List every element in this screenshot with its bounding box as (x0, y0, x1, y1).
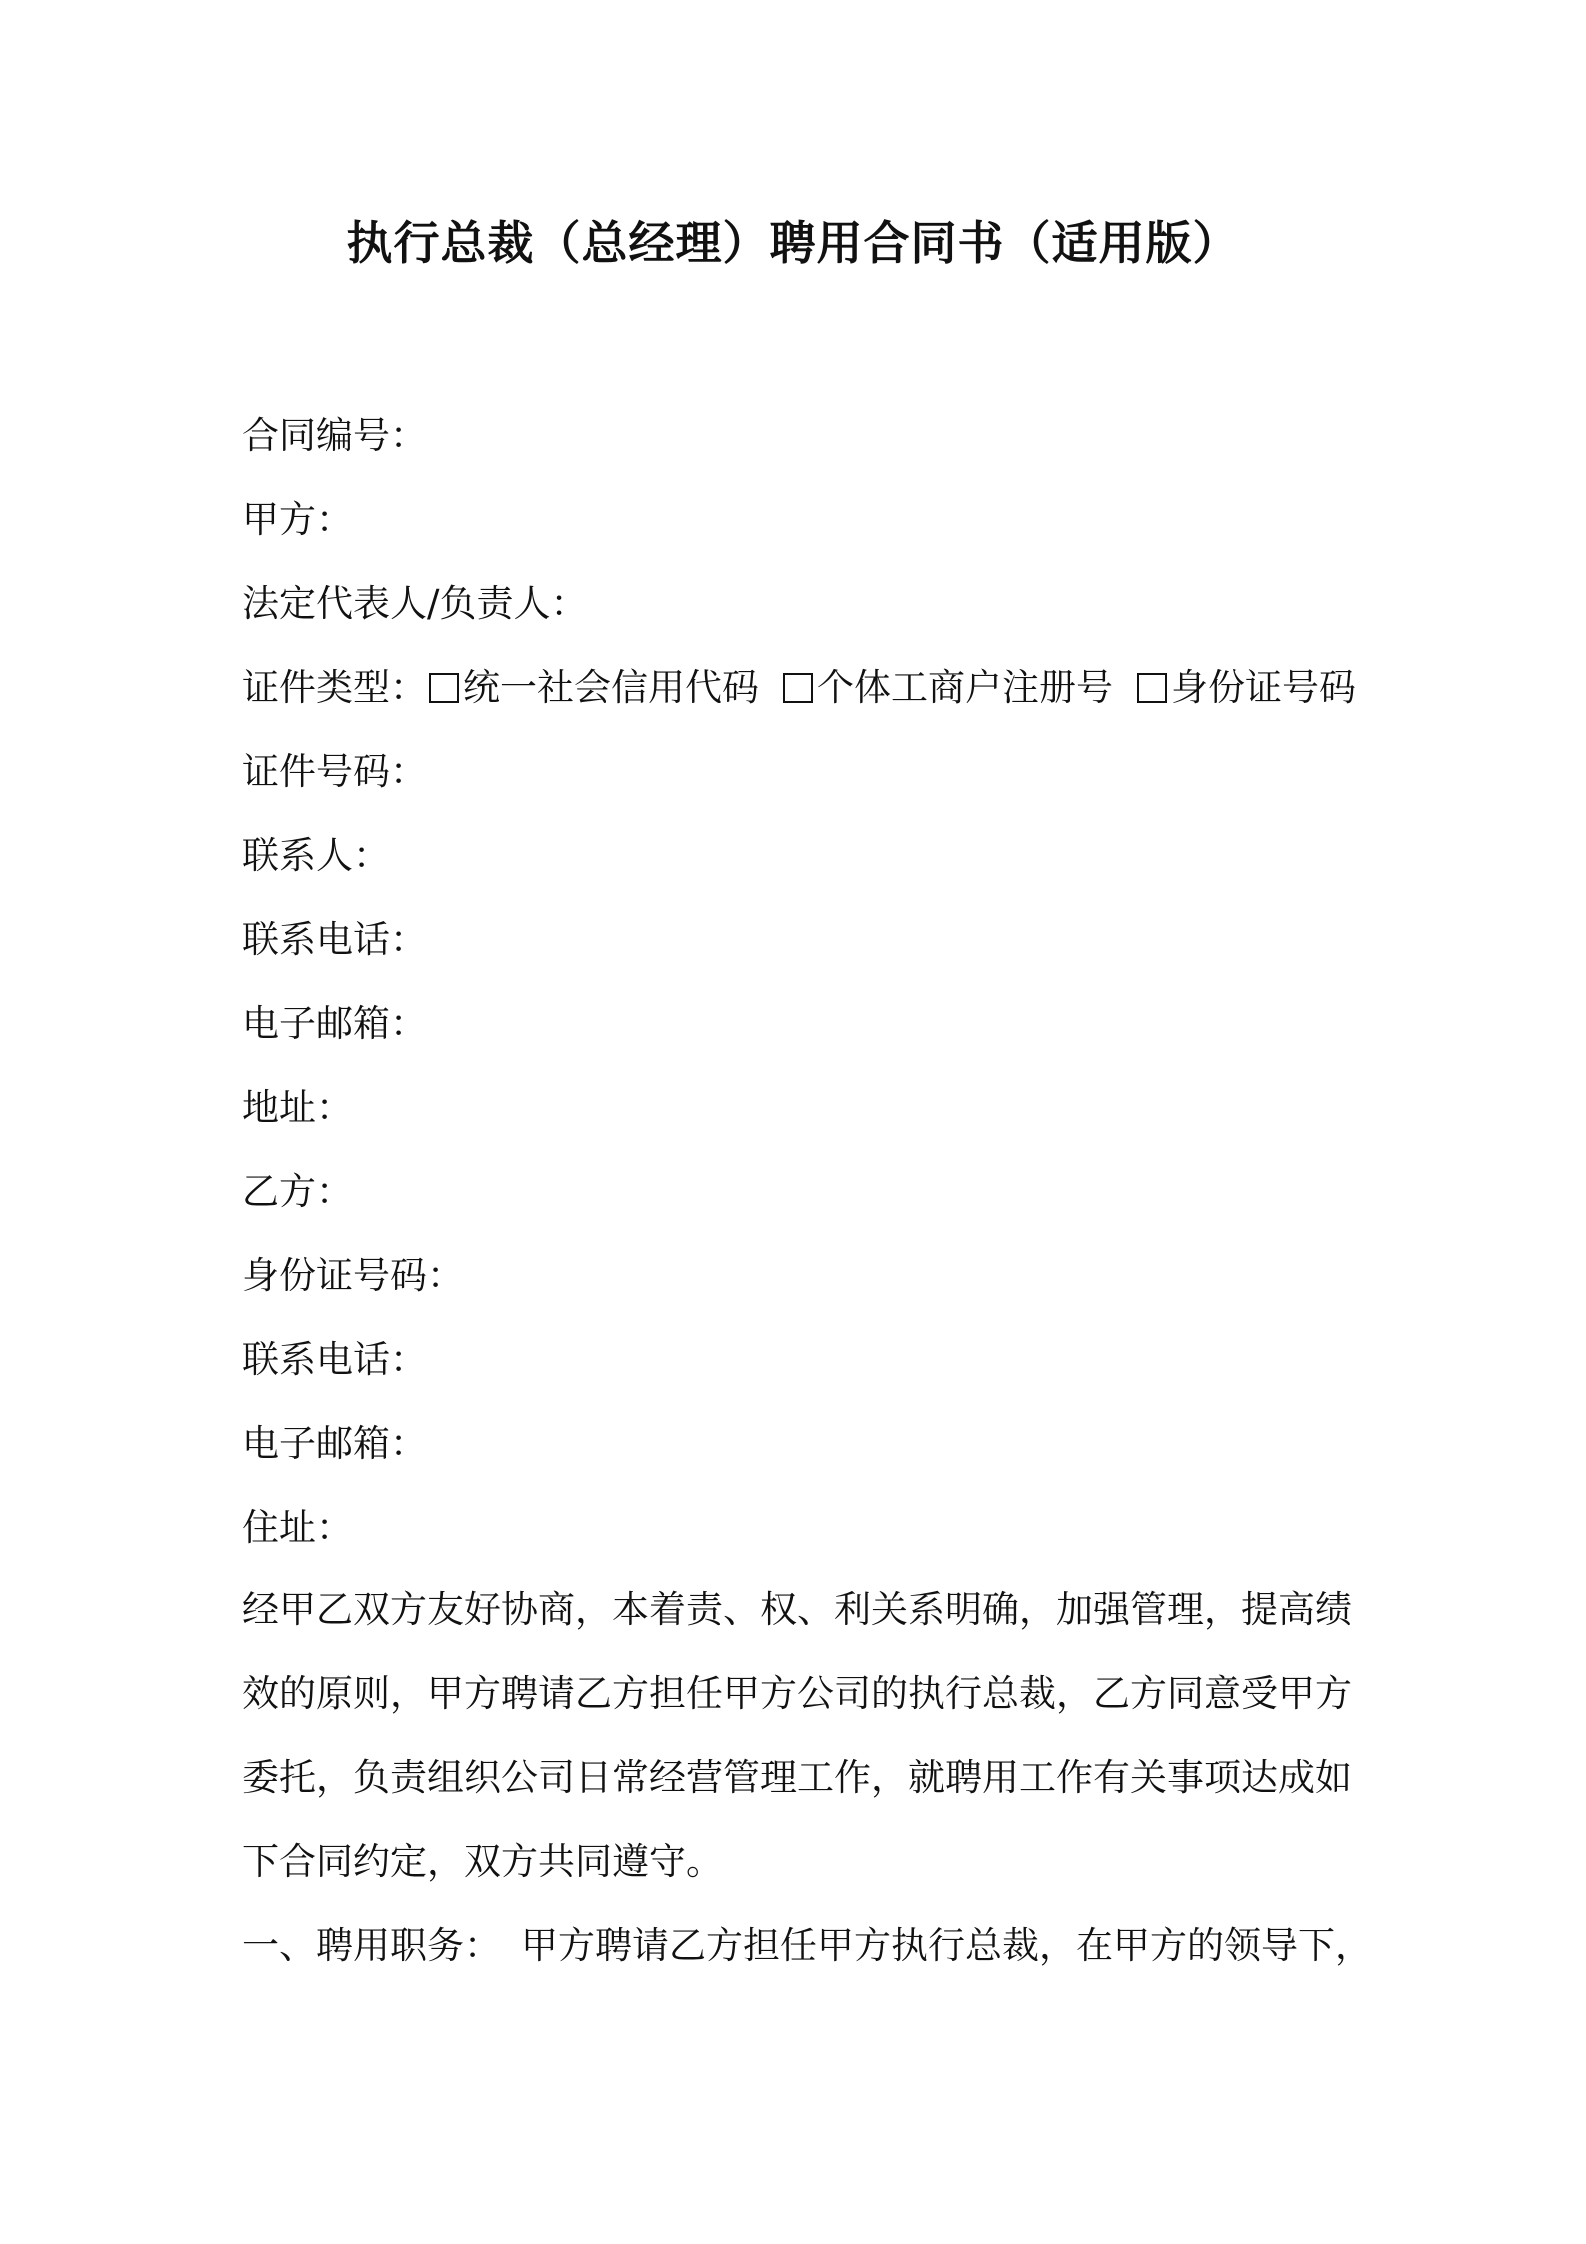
field-party-b-email (242, 1412, 1362, 1496)
field-label: 住址 (242, 1506, 316, 1549)
field-label: 甲方 (242, 498, 316, 541)
paragraph-line: 委托，负责组织公司日常经营管理工作，就聘用工作有关事项达成如 (242, 1756, 1352, 1799)
field-label: 乙方 (242, 1170, 316, 1213)
field-colon: ： (316, 498, 353, 541)
id-type-option-id-card[interactable] (1135, 666, 1356, 709)
field-colon: ： (390, 918, 427, 961)
field-colon: ： (390, 414, 427, 457)
clause-heading: 一、聘用职务： (242, 1924, 501, 1967)
field-party-b-residence (242, 1496, 1362, 1580)
field-label: 身份证号码 (242, 1254, 427, 1297)
field-colon: ： (316, 1170, 353, 1213)
party-info-fields (242, 404, 1362, 1580)
field-colon: ： (390, 1422, 427, 1465)
field-label: 证件号码 (242, 750, 390, 793)
field-party-b (242, 1160, 1362, 1244)
field-party-b-id-number (242, 1244, 1362, 1328)
option-label: 身份证号码 (1171, 666, 1356, 709)
field-label: 电子邮箱 (242, 1422, 390, 1465)
field-label: 电子邮箱 (242, 1002, 390, 1045)
field-party-a-phone (242, 908, 1362, 992)
field-legal-representative (242, 572, 1362, 656)
document-title: 执行总裁（总经理）聘用合同书（适用版） (346, 216, 1240, 270)
field-colon: ： (390, 1338, 427, 1381)
id-type-option-business-reg[interactable] (781, 666, 1113, 709)
field-id-type (242, 656, 1362, 740)
paragraph-line: 经甲乙双方友好协商，本着责、权、利关系明确，加强管理，提高绩 (242, 1588, 1352, 1631)
field-party-b-phone (242, 1328, 1362, 1412)
option-label: 统一社会信用代码 (463, 666, 759, 709)
paragraph-line: 下合同约定，双方共同遵守。 (242, 1840, 723, 1883)
field-label: 联系电话 (242, 1338, 390, 1381)
field-party-a-address (242, 1076, 1362, 1160)
checkbox-icon[interactable] (1137, 673, 1167, 703)
field-label: 联系人 (242, 834, 353, 877)
field-id-number (242, 740, 1362, 824)
field-colon: ： (390, 666, 427, 709)
id-type-option-credit-code[interactable] (427, 666, 759, 709)
clause-1-position (242, 1914, 1382, 1998)
field-label: 法定代表人/负责人 (242, 582, 551, 625)
field-colon: ： (550, 582, 588, 625)
field-label: 地址 (242, 1086, 316, 1129)
checkbox-icon[interactable] (429, 673, 459, 703)
field-label: 证件类型 (242, 666, 390, 709)
field-contact-person (242, 824, 1362, 908)
intro-paragraph (242, 1578, 1362, 1914)
field-label: 合同编号 (242, 414, 390, 457)
field-colon: ： (316, 1086, 353, 1129)
field-party-a (242, 488, 1362, 572)
option-label: 个体工商户注册号 (817, 666, 1113, 709)
field-colon: ： (390, 1002, 427, 1045)
field-colon: ： (390, 750, 427, 793)
checkbox-icon[interactable] (783, 673, 813, 703)
field-party-a-email (242, 992, 1362, 1076)
field-colon: ： (427, 1254, 464, 1297)
field-label: 联系电话 (242, 918, 390, 961)
field-colon: ： (353, 834, 390, 877)
paragraph-line: 效的原则，甲方聘请乙方担任甲方公司的执行总裁，乙方同意受甲方 (242, 1672, 1352, 1715)
field-colon: ： (316, 1506, 353, 1549)
clause-text: 甲方聘请乙方担任甲方执行总裁，在甲方的领导下， (521, 1924, 1372, 1967)
field-contract-number (242, 404, 1362, 488)
